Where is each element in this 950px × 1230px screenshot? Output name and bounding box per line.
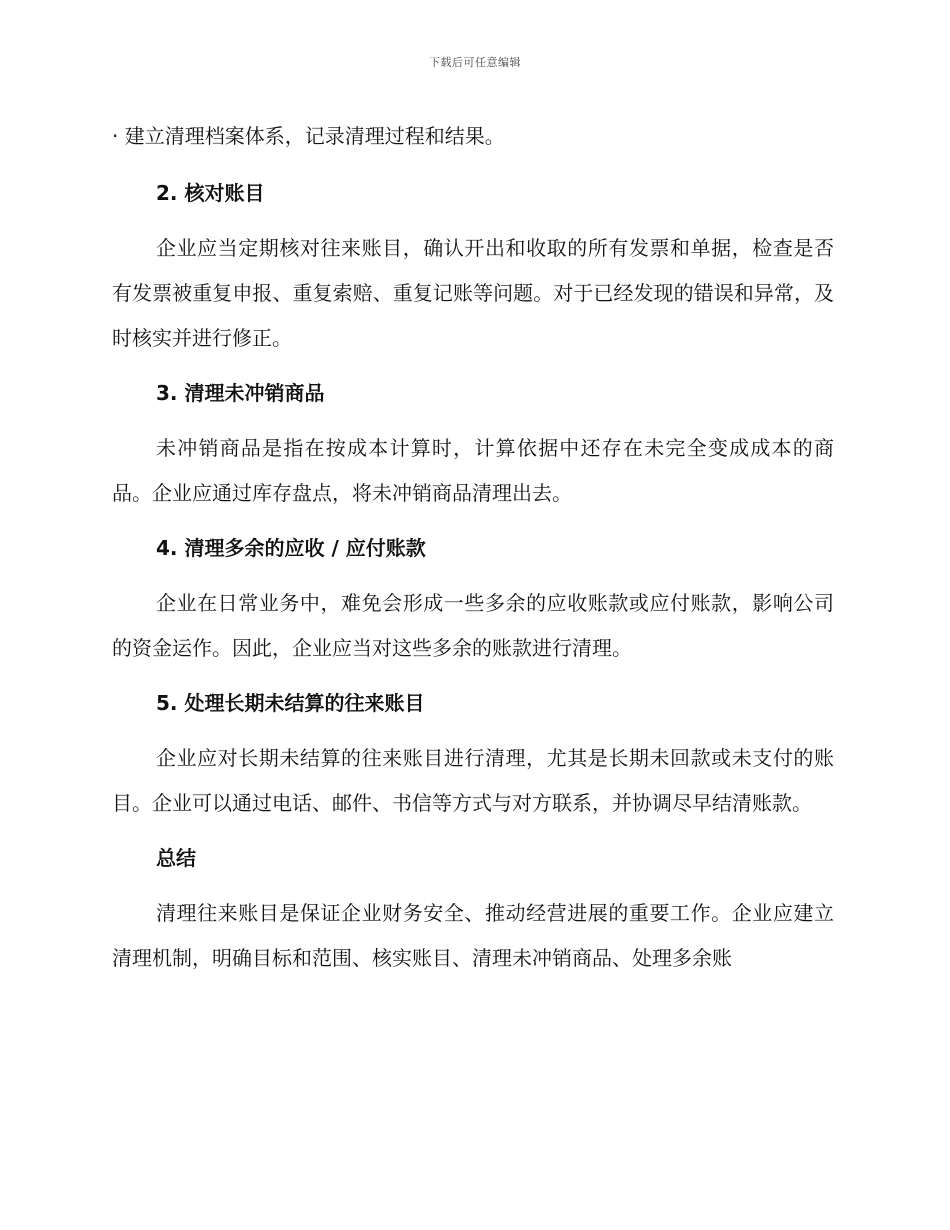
document-body xyxy=(112,114,834,991)
section-body-2: 企业应当定期核对往来账目，确认开出和收取的所有发票和单据，检查是否有发票被重复申报、重复索赔、重复记账等问题。对于已经发现的错误和异常，及时核实并进行修正。 xyxy=(112,236,834,350)
summary-body: 清理往来账目是保证企业财务安全、推动经营进展的重要工作。企业应建立清理机制，明确目标和范围、核实账目、清理未冲销商品、处理多余账 xyxy=(112,901,834,970)
summary-heading: 总结 xyxy=(156,846,196,870)
section-heading-2: 2. 核对账目 xyxy=(156,181,265,205)
section-body-3: 未冲销商品是指在按成本计算时，计算依据中还存在未完全变成成本的商品。企业应通过库存盘点，将未冲销商品清理出去。 xyxy=(112,436,834,505)
section-heading-4: 4. 清理多余的应收 / 应付账款 xyxy=(156,536,426,560)
bullet-line: · 建立清理档案体系，记录清理过程和结果。 xyxy=(112,124,505,148)
section-body-4: 企业在日常业务中，难免会形成一些多余的应收账款或应付账款，影响公司的资金运作。因此，企业应当对这些多余的账款进行清理。 xyxy=(112,591,834,660)
section-body-5: 企业应对长期未结算的往来账目进行清理，尤其是长期未回款或未支付的账目。企业可以通过电话、邮件、书信等方式与对方联系，并协调尽早结清账款。 xyxy=(112,746,834,815)
section-heading-3: 3. 清理未冲销商品 xyxy=(156,381,325,405)
section-heading-5: 5. 处理长期未结算的往来账目 xyxy=(156,691,425,715)
page-header-note: 下载后可任意编辑 xyxy=(429,56,521,69)
